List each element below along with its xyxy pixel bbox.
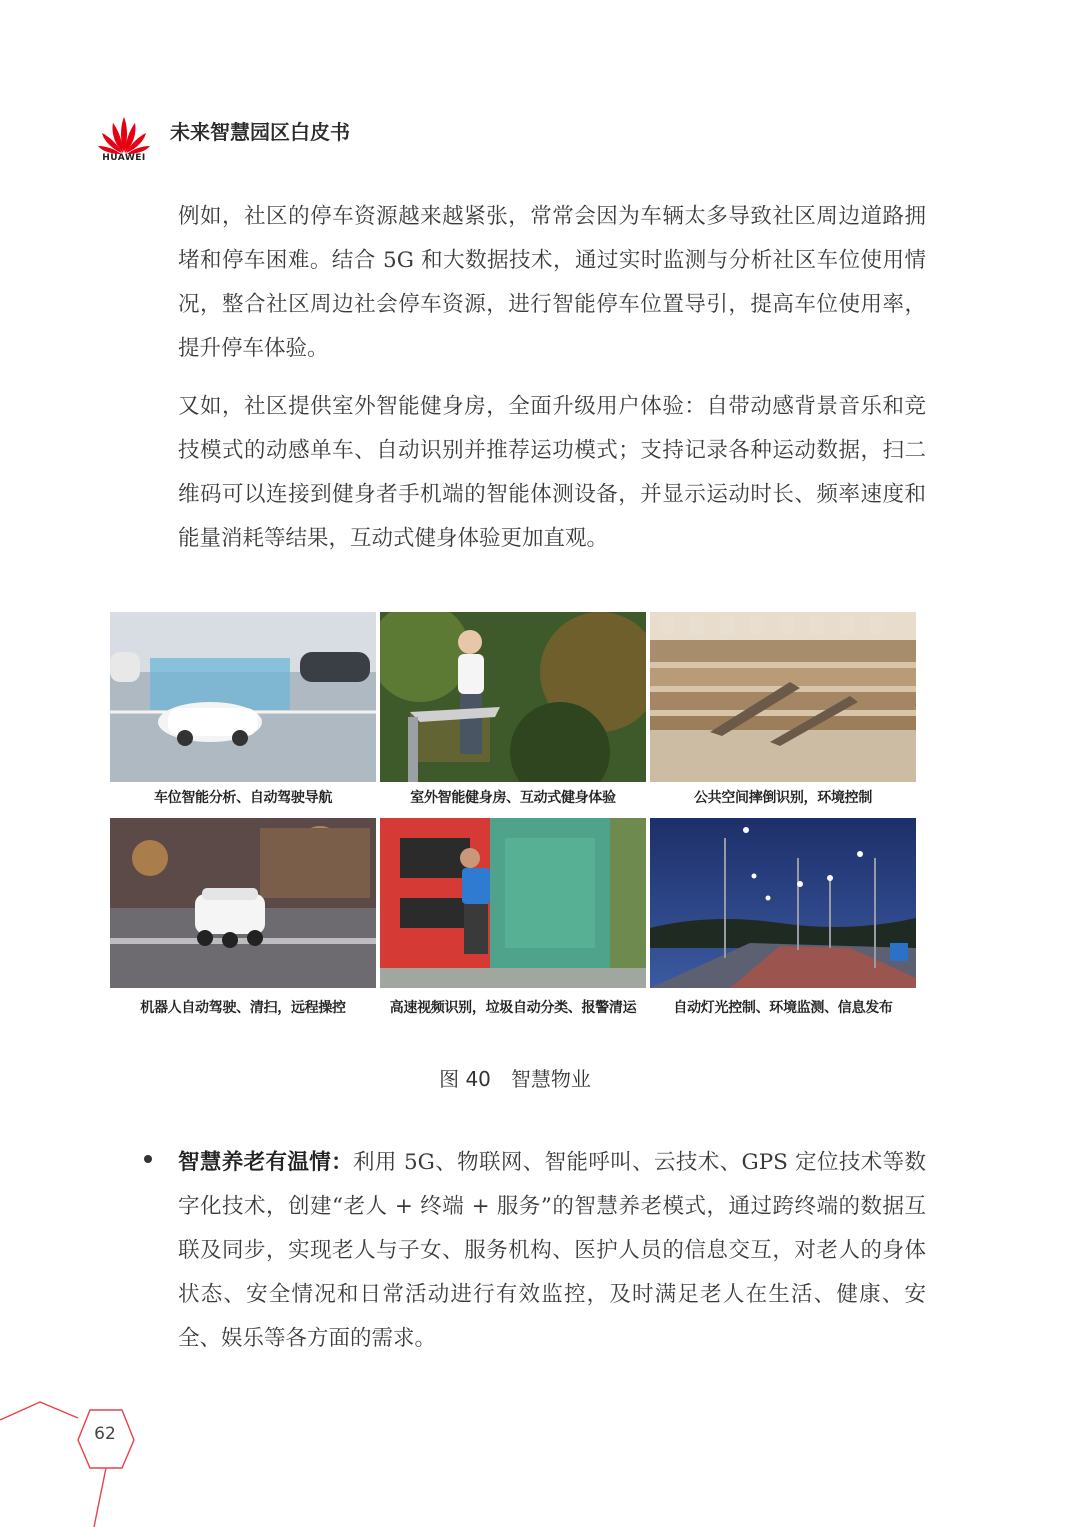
caption-outdoor-fitness: 室外智能健身房、互动式健身体验 xyxy=(410,790,616,806)
caption-robot-delivery: 机器人自动驾驶、清扫，远程操控 xyxy=(140,1000,346,1016)
photo-outdoor-fitness xyxy=(380,612,646,782)
logo-wordmark: HUAWEI xyxy=(102,153,146,163)
document-title: 未来智慧园区白皮书 xyxy=(170,119,350,144)
paragraph-fitness: 又如，社区提供室外智能健身房，全面升级用户体验：自带动感背景音乐和竞技模式的动感单车、自动识别并推荐运功模式；支持记录各种运动数据，扫二维码可以连接到健身者手机端的智能体测设备，并显示运动时长、频率速度和能量消耗等结果，互动式健身体验更加直观。 xyxy=(178,394,926,551)
photo-garbage-sorting xyxy=(380,818,646,988)
bullet-dot-icon xyxy=(144,1155,152,1163)
huawei-logo xyxy=(98,113,150,163)
figure-caption: 图 40 智慧物业 xyxy=(439,1067,591,1091)
photo-robot-delivery xyxy=(110,818,376,988)
caption-smart-parking: 车位智能分析、自动驾驶导航 xyxy=(153,790,333,806)
bullet-lead: 智慧养老有温情： xyxy=(178,1150,354,1175)
photo-smart-parking xyxy=(110,612,376,782)
paragraph-parking: 例如，社区的停车资源越来越紧张，常常会因为车辆太多导致社区周边道路拥堵和停车困难。结合 5G 和大数据技术，通过实时监测与分析社区车位使用情况，整合社区周边社会停车资源，进行智能停车位置导引，提高车位使用率，提升停车体验。 xyxy=(178,204,926,361)
huawei-petals-icon xyxy=(98,113,150,155)
photo-public-space xyxy=(650,612,916,782)
paragraph-elderly-care xyxy=(178,1141,926,1361)
caption-garbage-sorting: 高速视频识别，垃圾自动分类、报警清运 xyxy=(389,1000,637,1016)
bullet-text: 利用 5G、物联网、智能呼叫、云技术、GPS 定位技术等数字化技术，创建“老人 + 终端 + 服务”的智慧养老模式，通过跨终端的数据互联及同步，实现老人与子女、服务机构、医护人员的信息交互，对老人的身体状态、安全情况和日常活动进行有效监控，及时满足老人在生活、健康、安全、娱乐等各方面的需求。 xyxy=(178,1150,926,1351)
photo-street-lighting xyxy=(650,818,916,988)
caption-public-space: 公共空间摔倒识别，环境控制 xyxy=(693,790,873,806)
page-header xyxy=(98,110,350,166)
caption-street-lighting: 自动灯光控制、环境监测、信息发布 xyxy=(673,1000,893,1016)
page-number: 62 xyxy=(94,1424,116,1444)
hexagon-decoration-icon xyxy=(0,1390,160,1527)
